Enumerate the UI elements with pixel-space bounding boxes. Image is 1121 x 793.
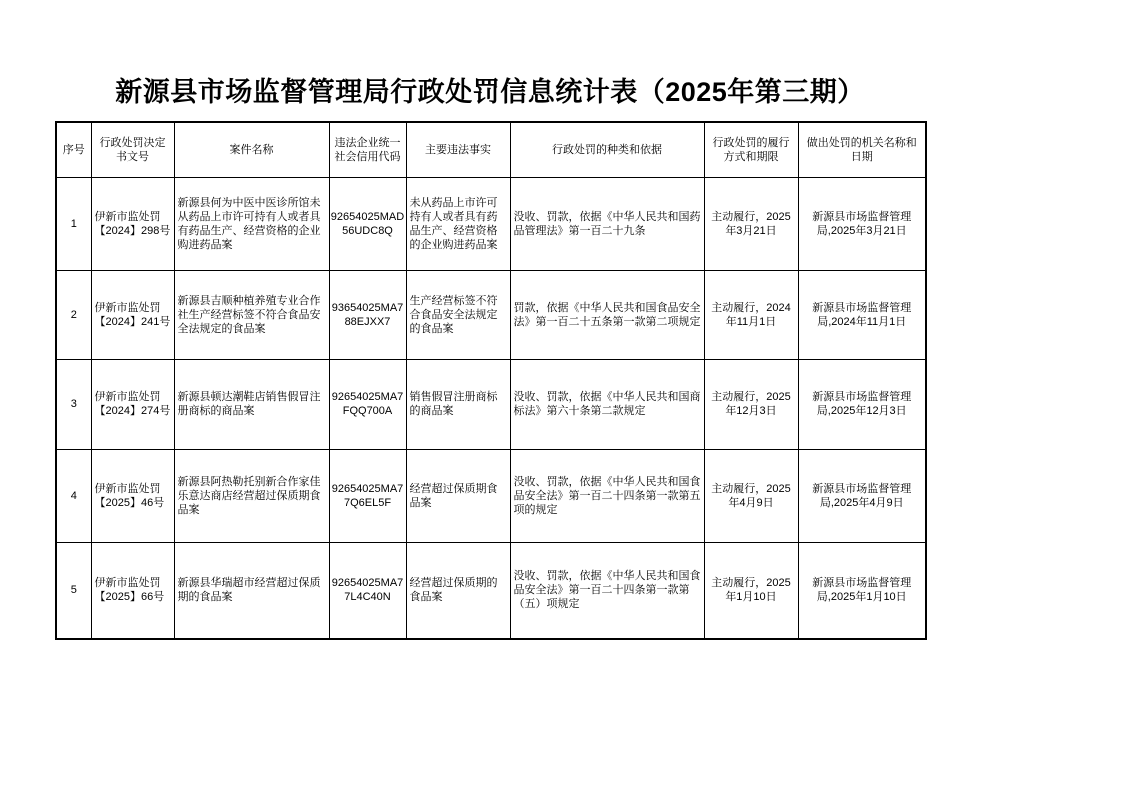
cell-penalty-basis: 没收、罚款，依据《中华人民共和国食品安全法》第一百二十四条第一款第五项的规定 [510, 449, 704, 542]
cell-fulfillment: 主动履行，2025年12月3日 [704, 359, 798, 449]
cell-authority-date: 新源县市场监督管理局,2024年11月1日 [798, 270, 926, 359]
cell-doc-no: 伊新市监处罚【2024】274号 [91, 359, 174, 449]
cell-doc-no: 伊新市监处罚【2024】241号 [91, 270, 174, 359]
cell-case-name: 新源县吉顺种植养殖专业合作社生产经营标签不符合食品安全法规定的食品案 [174, 270, 329, 359]
table-row [56, 449, 926, 542]
cell-credit-code: 93654025MA788EJXX7 [329, 270, 406, 359]
table-row [56, 270, 926, 359]
cell-credit-code: 92654025MAD56UDC8Q [329, 177, 406, 270]
cell-seq: 2 [56, 270, 91, 359]
cell-penalty-basis: 没收、罚款，依据《中华人民共和国商标法》第六十条第二款规定 [510, 359, 704, 449]
cell-seq: 5 [56, 542, 91, 639]
cell-authority-date: 新源县市场监督管理局,2025年4月9日 [798, 449, 926, 542]
header-cell-credit-code: 违法企业统一社会信用代码 [329, 122, 406, 177]
cell-authority-date: 新源县市场监督管理局,2025年3月21日 [798, 177, 926, 270]
cell-credit-code: 92654025MA77L4C40N [329, 542, 406, 639]
cell-authority-date: 新源县市场监督管理局,2025年12月3日 [798, 359, 926, 449]
page-title: 新源县市场监督管理局行政处罚信息统计表（2025年第三期） [115, 77, 865, 107]
cell-penalty-basis: 罚款，依据《中华人民共和国食品安全法》第一百二十五条第一款第二项规定 [510, 270, 704, 359]
table-row [56, 177, 926, 270]
cell-fulfillment: 主动履行，2024年11月1日 [704, 270, 798, 359]
cell-doc-no: 伊新市监处罚【2025】66号 [91, 542, 174, 639]
cell-case-name: 新源县顿达潮鞋店销售假冒注册商标的商品案 [174, 359, 329, 449]
cell-fulfillment: 主动履行，2025年1月10日 [704, 542, 798, 639]
cell-authority-date: 新源县市场监督管理局,2025年1月10日 [798, 542, 926, 639]
cell-facts: 未从药品上市许可持有人或者具有药品生产、经营资格的企业购进药品案 [406, 177, 510, 270]
header-cell-facts: 主要违法事实 [406, 122, 510, 177]
cell-facts: 经营超过保质期的食品案 [406, 542, 510, 639]
penalty-statistics-document [55, 70, 925, 640]
header-cell-authority-date: 做出处罚的机关名称和日期 [798, 122, 926, 177]
cell-fulfillment: 主动履行，2025年4月9日 [704, 449, 798, 542]
cell-facts: 销售假冒注册商标的商品案 [406, 359, 510, 449]
table-row [56, 542, 926, 639]
table-row [56, 359, 926, 449]
cell-facts: 经营超过保质期食品案 [406, 449, 510, 542]
cell-seq: 3 [56, 359, 91, 449]
cell-case-name: 新源县阿热勒托别新合作家佳乐意达商店经营超过保质期食品案 [174, 449, 329, 542]
cell-credit-code: 92654025MA77Q6EL5F [329, 449, 406, 542]
table-header-row [56, 122, 926, 177]
penalty-table [55, 121, 927, 640]
cell-penalty-basis: 没收、罚款，依据《中华人民共和国药品管理法》第一百二十九条 [510, 177, 704, 270]
cell-seq: 1 [56, 177, 91, 270]
cell-credit-code: 92654025MA7FQQ700A [329, 359, 406, 449]
cell-doc-no: 伊新市监处罚【2025】46号 [91, 449, 174, 542]
cell-doc-no: 伊新市监处罚【2024】298号 [91, 177, 174, 270]
cell-case-name: 新源县华瑞超市经营超过保质期的食品案 [174, 542, 329, 639]
header-cell-fulfillment: 行政处罚的履行方式和期限 [704, 122, 798, 177]
header-cell-doc-no: 行政处罚决定书文号 [91, 122, 174, 177]
header-cell-case-name: 案件名称 [174, 122, 329, 177]
header-cell-penalty-basis: 行政处罚的种类和依据 [510, 122, 704, 177]
cell-case-name: 新源县何为中医中医诊所馆未从药品上市许可持有人或者具有药品生产、经营资格的企业购进药品案 [174, 177, 329, 270]
cell-fulfillment: 主动履行，2025年3月21日 [704, 177, 798, 270]
cell-facts: 生产经营标签不符合食品安全法规定的食品案 [406, 270, 510, 359]
header-cell-seq: 序号 [56, 122, 91, 177]
cell-seq: 4 [56, 449, 91, 542]
cell-penalty-basis: 没收、罚款，依据《中华人民共和国食品安全法》第一百二十四条第一款第（五）项规定 [510, 542, 704, 639]
